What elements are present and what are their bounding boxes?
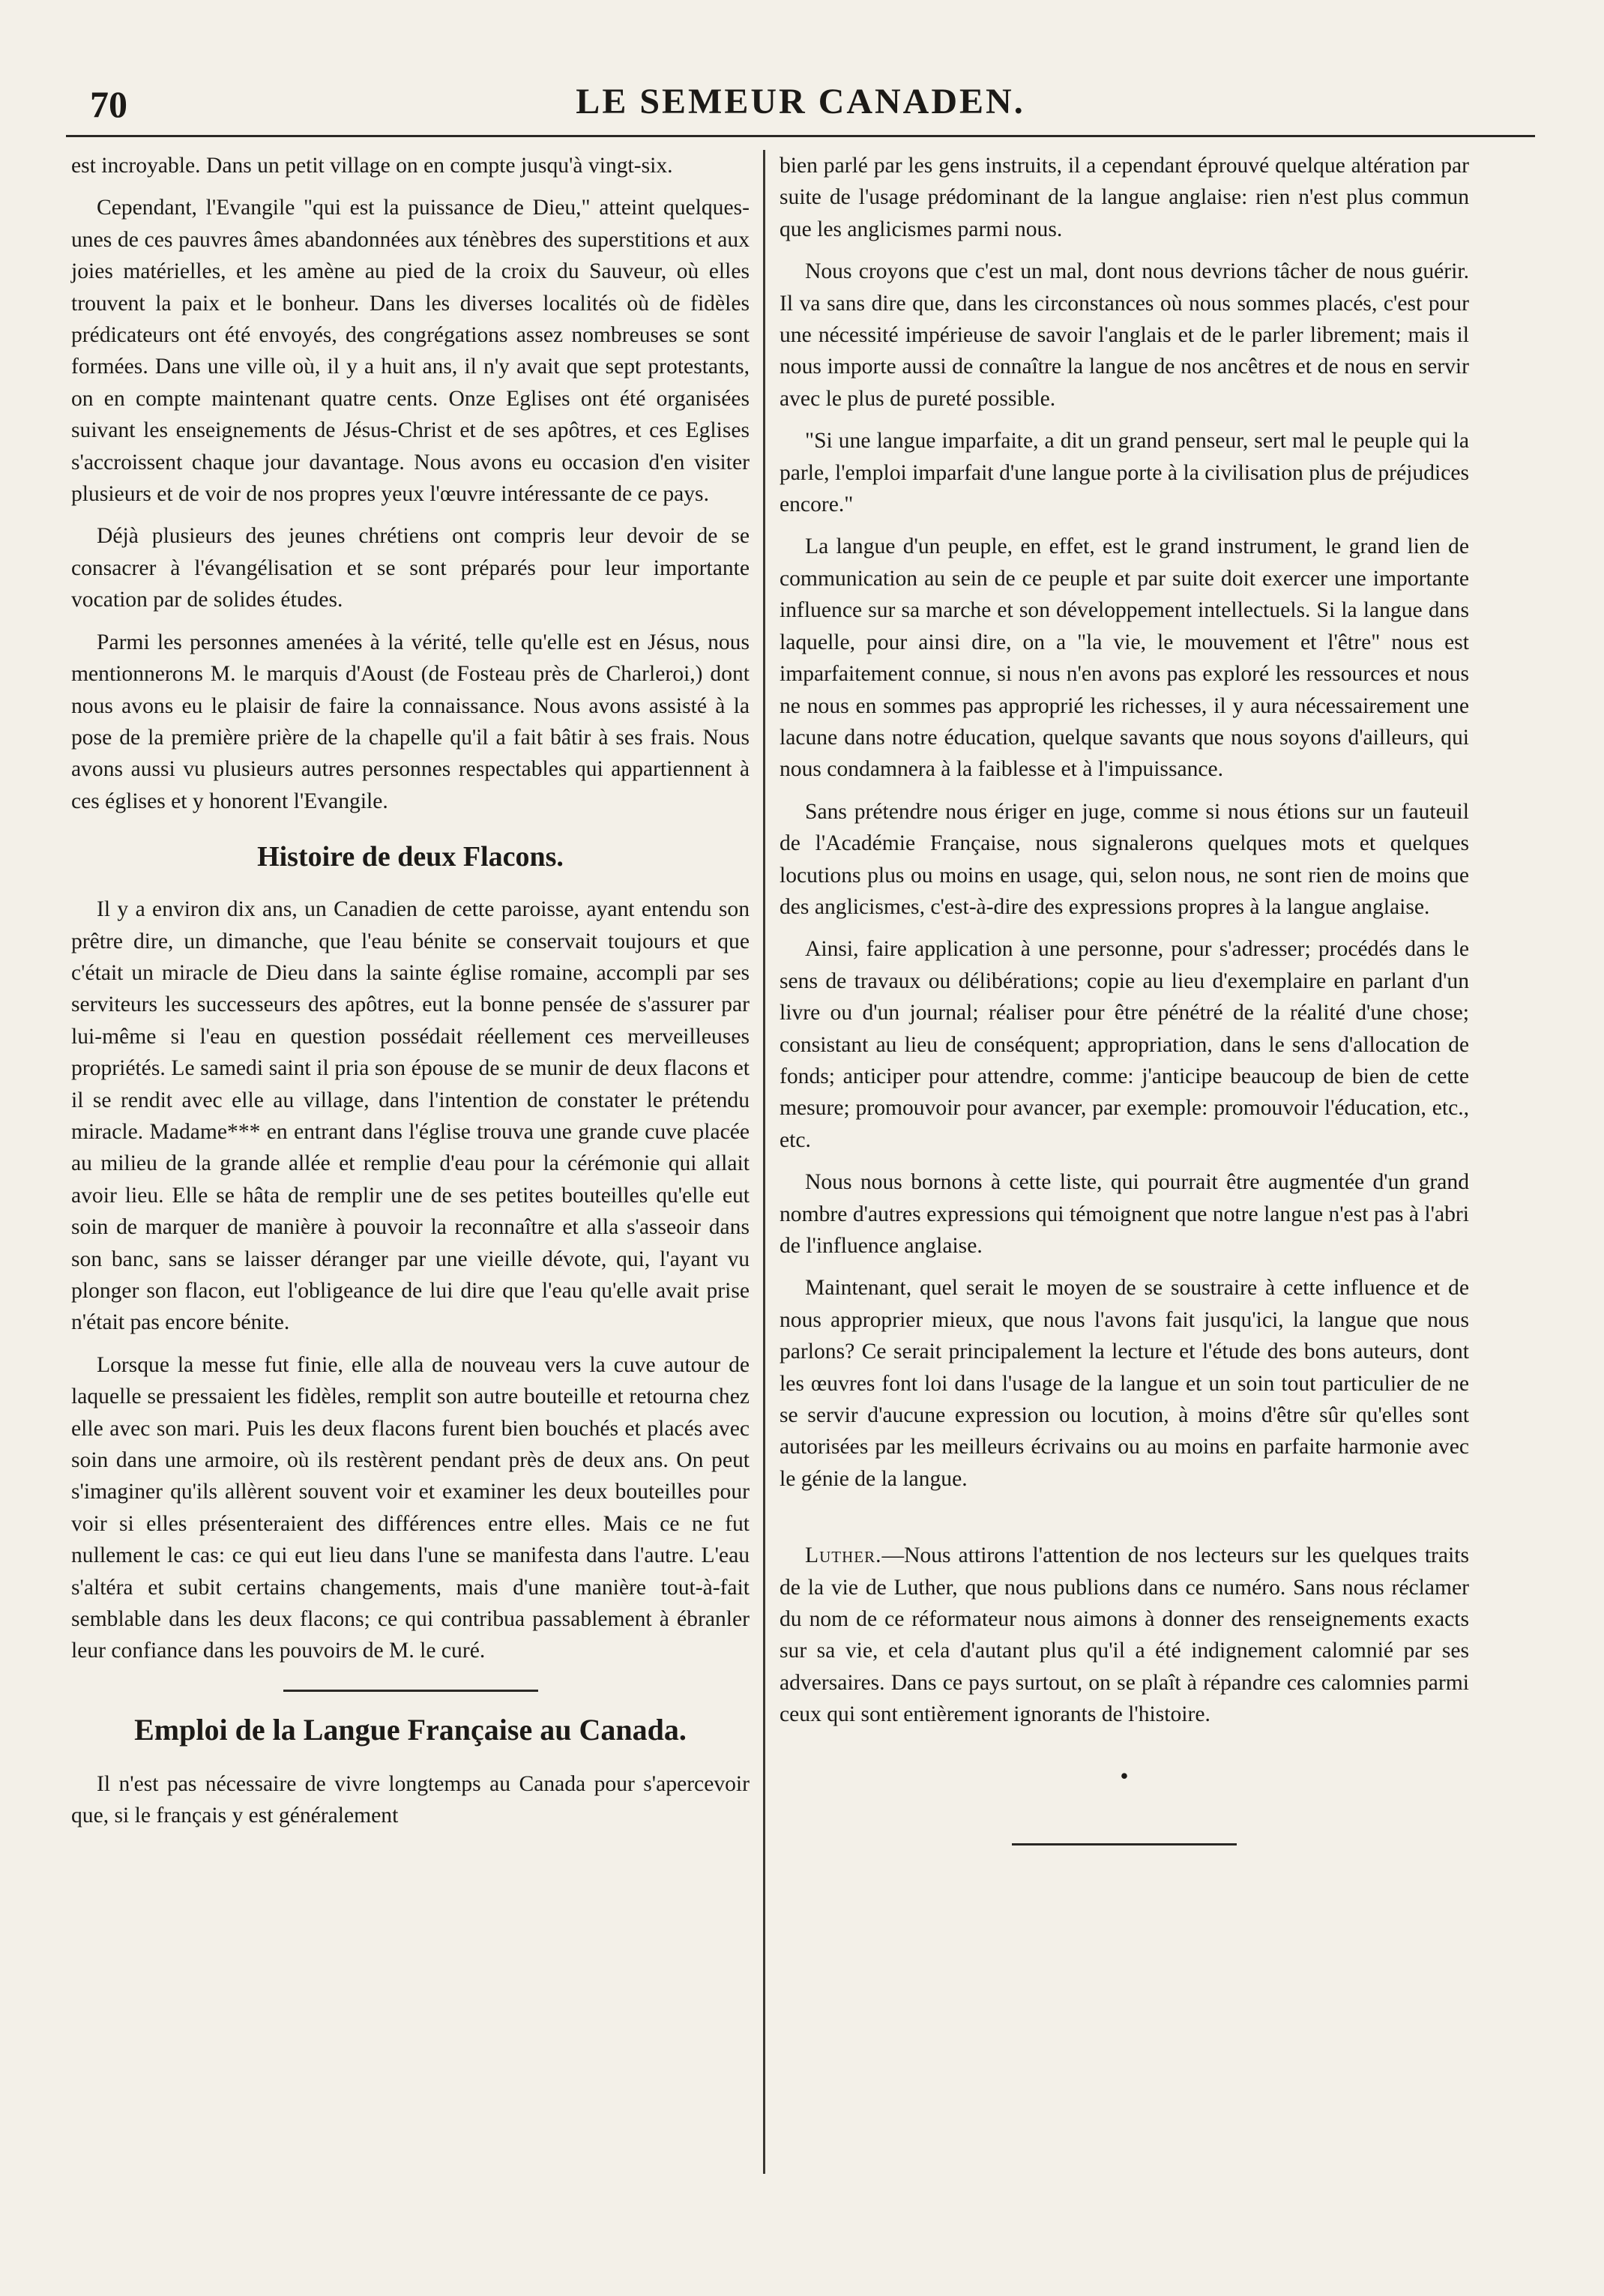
luther-text: —Nous attirons l'attention de nos lecteurs sur les quelques traits de la vie de Luther, que nous publions dans ce numéro. Sans nous réclamer du nom de ce réformateur nous aimons à donner des renseignements exacts sur sa vie, et cela d'autant plus qu'il a été indignement calomnié par ses adversaires. Dans ce pays surtout, on se plaît à répandre ces calomnies parmi ceux qui sont entièrement ignorants de l'histoire. (780, 1543, 1469, 1727)
section-heading-flacons: Histoire de deux Flacons. (257, 841, 564, 873)
luther-note (780, 1540, 1469, 1730)
paragraph: Sans prétendre nous ériger en juge, comme si nous étions sur un fauteuil de l'Académie Française, nous signalerons quelques mots et quelques locutions plus ou moins en usage, qui, selon nous, ne sont rien de moins que des anglicismes, c'est-à-dire des expressions propres à la langue anglaise. (780, 799, 1469, 919)
ornament-dot: • (1120, 1762, 1129, 1789)
section-heading-langue: Emploi de la Langue Française au Canada. (134, 1712, 687, 1747)
paragraph: Nous nous bornons à cette liste, qui pourrait être augmentée d'un grand nombre d'autres expressions qui témoignent que notre langue n'est pas à l'abri de l'influence anglaise. (780, 1170, 1469, 1258)
page-header (66, 75, 1535, 137)
right-column (780, 150, 1469, 1856)
paragraph: Lorsque la messe fut finie, elle alla de nouveau vers la cuve autour de laquelle se pressaient les fidèles, remplit son autre bouteille et retourna chez elle avec son mari. Puis les deux flacons furent bien bouchés et placés avec soin dans une armoire, où ils restèrent pendant près de deux ans. On peut s'imaginer qu'ils allèrent souvent voir et examiner les deux bouteilles pour voir si elles présenteraient des différences entre elles. Mais ce ne fut nullement le cas: ce qui eut lieu dans l'une se manifesta dans l'autre. L'eau s'altéra et subit certains changements, mais d'une manière tout-à-fait semblable dans les deux flacons; ce qui contribua passablement à ébranler leur confiance dans les pouvoirs de M. le curé. (71, 1352, 750, 1663)
end-rule (1012, 1843, 1237, 1845)
paragraph: bien parlé par les gens instruits, il a cependant éprouvé quelque altération par suite de l'usage prédominant de la langue anglaise: rien n'est plus commun que les anglicismes parmi nous. (780, 154, 1469, 241)
paragraph: Nous croyons que c'est un mal, dont nous devrions tâcher de nous guérir. Il va sans dire que, dans les circonstances où nous sommes placés, c'est pour une nécessité impérieuse de savoir l'anglais et de le parler librement; mais il nous importe aussi de connaître la langue de nos ancêtres et de nous en servir avec le plus de pureté possible. (780, 259, 1469, 411)
paragraph: La langue d'un peuple, en effet, est le grand instrument, le grand lien de communication au sein de ce peuple et par suite doit exercer une importante influence sur sa marche et son développement intellectuels. Si la langue dans laquelle, pour ainsi dire, on a "la vie, le mouvement et l'être" nous est imparfaitement connue, si nous n'en avons pas exploré les ressources et nous ne nous en sommes pas approprié les richesses, il y aura nécessairement une lacune dans notre éducation, quelque savants que nous soyons d'ailleurs, qui nous condamnera à la faiblesse et à l'impuissance. (780, 534, 1469, 782)
column-divider (763, 150, 765, 2174)
luther-label: Luther. (805, 1543, 882, 1568)
page-number: 70 (90, 83, 127, 125)
paragraph: Il n'est pas nécessaire de vivre longtemps au Canada pour s'apercevoir que, si le français y est généralement (71, 1771, 750, 1828)
paragraph: "Si une langue imparfaite, a dit un grand penseur, sert mal le peuple qui la parle, l'emploi imparfait d'une langue porte à la civilisation plus de préjudices encore." (780, 429, 1469, 517)
paragraph: Ainsi, faire application à une personne, pour s'adresser; procédés dans le sens de travaux ou délibérations; copie au lieu d'exemplaire en parlant d'un livre ou d'un journal; réaliser pour être pénétré de la réalité d'une chose; consistant au lieu de conséquent; appropriation, dans le sens d'allocation de fonds; anticiper pour attendre, comme: j'anticipe beaucoup de bien de cette mesure; promouvoir pour avancer, par exemple: promouvoir l'éducation, etc., etc. (780, 937, 1469, 1152)
left-column (71, 150, 750, 1842)
paragraph: Maintenant, quel serait le moyen de se soustraire à cette influence et de nous approprier mieux, que nous l'avons fait jusqu'ici, la langue que nous parlons? Ce serait principalement la lecture et l'étude des bons auteurs, dont les œuvres font loi dans l'usage de la langue et un soin tout particulier de ne se servir d'aucune expression ou locution, à moins d'être sûr qu'elles sont autorisées par les meilleurs écrivains ou au moins en parfaite harmonie avec le génie de la langue. (780, 1276, 1469, 1491)
paragraph: Parmi les personnes amenées à la vérité, telle qu'elle est en Jésus, nous mentionnerons M. le marquis d'Aoust (de Fosteau près de Charleroi,) dont nous avons eu le plaisir de faire la connaissance. Nous avons assisté à la pose de la première prière de la chapelle qu'il a fait bâtir à ses frais. Nous avons aussi vu plusieurs autres personnes respectables qui appartiennent à ces églises et y honorent l'Evangile. (71, 630, 750, 813)
paragraph: Déjà plusieurs des jeunes chrétiens ont compris leur devoir de se consacrer à l'évangélisation et se sont préparés pour leur importante vocation par de solides études. (71, 524, 750, 612)
running-title: LE SEMEUR CANADEN. (576, 82, 1025, 121)
paragraph: Il y a environ dix ans, un Canadien de cette paroisse, ayant entendu son prêtre dire, un dimanche, que l'eau bénite se conservait toujours et que c'était un miracle de Dieu dans la sainte église romaine, accompli par ses serviteurs les successeurs des apôtres, eut la bonne pensée de s'assurer par lui-même si l'eau en question possédait réellement ces merveilleuses propriétés. Le samedi saint il pria son épouse de se munir de deux flacons et il se rendit avec elle au village, dans l'intention de constater le prétendu miracle. Madame*** en entrant dans l'église trouva une grande cuve placée au milieu de la grande allée et remplie d'eau pour la cérémonie qui allait avoir lieu. Elle se hâta de remplir une de ses petites bouteilles qu'elle eut soin de marquer de manière à pouvoir la reconnaître et alla s'asseoir dans son banc, sans se laisser déranger par une vieille dévote, qui, l'ayant vu plonger son flacon, eut l'obligeance de lui dire que l'eau qu'elle avait prise n'était pas encore bénite. (71, 897, 750, 1335)
paragraph: est incroyable. Dans un petit village on en compte jusqu'à vingt-six. (71, 154, 673, 178)
section-rule (283, 1690, 538, 1692)
paragraph: Cependant, l'Evangile "qui est la puissance de Dieu," atteint quelques-unes de ces pauvres âmes abandonnées aux ténèbres des superstitions et aux joies matérielles, et les amène au pied de la croix du Sauveur, où elles trouvent la paix et le bonheur. Dans les diverses localités où de fidèles prédicateurs ont été envoyés, des congrégations assez nombreuses se sont formées. Dans une ville où, il y a huit ans, il n'y avait que sept protestants, on en compte maintenant quatre cents. Onze Eglises ont été organisées suivant les enseignements de Jésus-Christ et de ses apôtres, et ces Eglises s'accroissent chaque jour davantage. Nous avons eu occasion d'en visiter plusieurs et de voir de nos propres yeux l'œuvre intéressante de ce pays. (71, 196, 750, 507)
